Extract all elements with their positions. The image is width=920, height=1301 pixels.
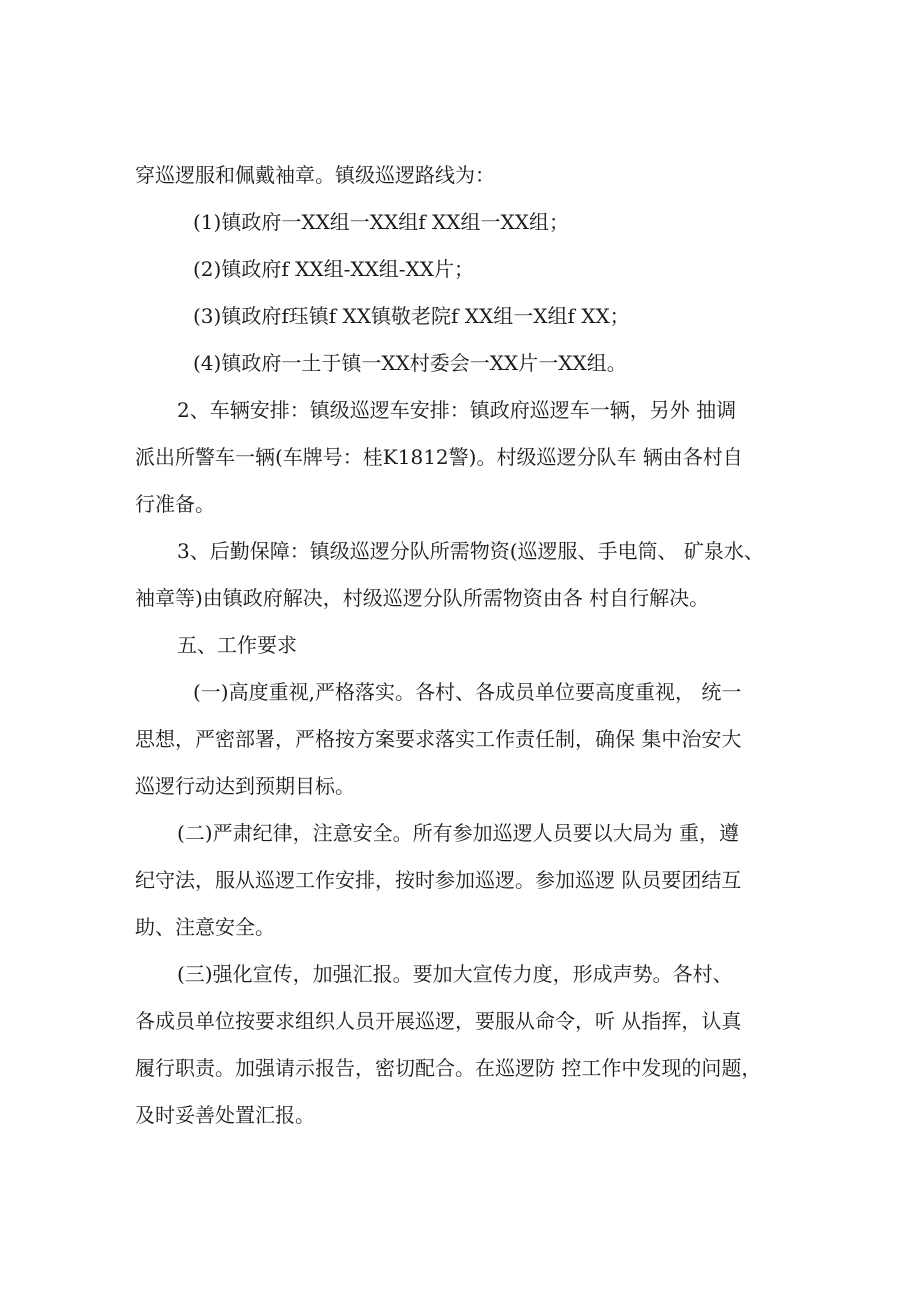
text-line: 穿巡逻服和佩戴袖章。镇级巡逻路线为： [135, 163, 495, 187]
paragraph-logistics-line: 3、后勤保障：镇级巡逻分队所需物资(巡逻服、手电筒、 矿泉水、 [177, 539, 764, 563]
paragraph-requirement-3-line: 及时妥善处置汇报。 [135, 1103, 315, 1127]
paragraph-logistics-line: 袖章等)由镇政府解决，村级巡逻分队所需物资由各 村自行解决。 [135, 586, 710, 610]
paragraph-requirement-1-line: 思想，严密部署，严格按方案要求落实工作责任制，确保 集中治安大 [135, 727, 742, 751]
paragraph-requirement-3-line: 履行职责。加强请示报告，密切配合。在巡逻防 控工作中发现的问题， [135, 1056, 762, 1080]
route-item: (2)镇政府f XX组-XX组-XX片； [193, 257, 475, 281]
paragraph-requirement-2-line: 纪守法，服从巡逻工作安排，按时参加巡逻。参加巡逻 队员要团结互 [135, 868, 742, 892]
route-item: (1)镇政府一XX组一XX组f XX组一XX组； [193, 210, 569, 234]
section-heading: 五、工作要求 [177, 633, 297, 657]
paragraph-requirement-2-line: (二)严肃纪律，注意安全。所有参加巡逻人员要以大局为 重，遵 [177, 821, 739, 845]
route-item: (3)镇政府f珏镇f XX镇敬老院f XX组一X组f XX； [193, 304, 630, 328]
paragraph-requirement-3-line: (三)强化宣传，加强汇报。要加大宣传力度，形成声势。各村、 [177, 962, 733, 986]
paragraph-vehicle-line: 2、车辆安排：镇级巡逻车安排：镇政府巡逻车一辆，另外 抽调 [177, 398, 737, 422]
route-item: (4)镇政府一土于镇一XX村委会一XX片一XX组。 [193, 351, 627, 375]
paragraph-requirement-1-line: 巡逻行动达到预期目标。 [135, 774, 355, 798]
paragraph-requirement-3-line: 各成员单位按要求组织人员开展巡逻，要服从命令，听 从指挥，认真 [135, 1009, 742, 1033]
paragraph-vehicle-line: 行准备。 [135, 492, 215, 516]
paragraph-vehicle-line: 派出所警车一辆(车牌号：桂K1812警)。村级巡逻分队车 辆由各村自 [135, 445, 743, 469]
paragraph-requirement-2-line: 助、注意安全。 [135, 915, 275, 939]
paragraph-requirement-1-line: (一)高度重视,严格落实。各村、各成员单位要高度重视， 统一 [193, 680, 742, 704]
